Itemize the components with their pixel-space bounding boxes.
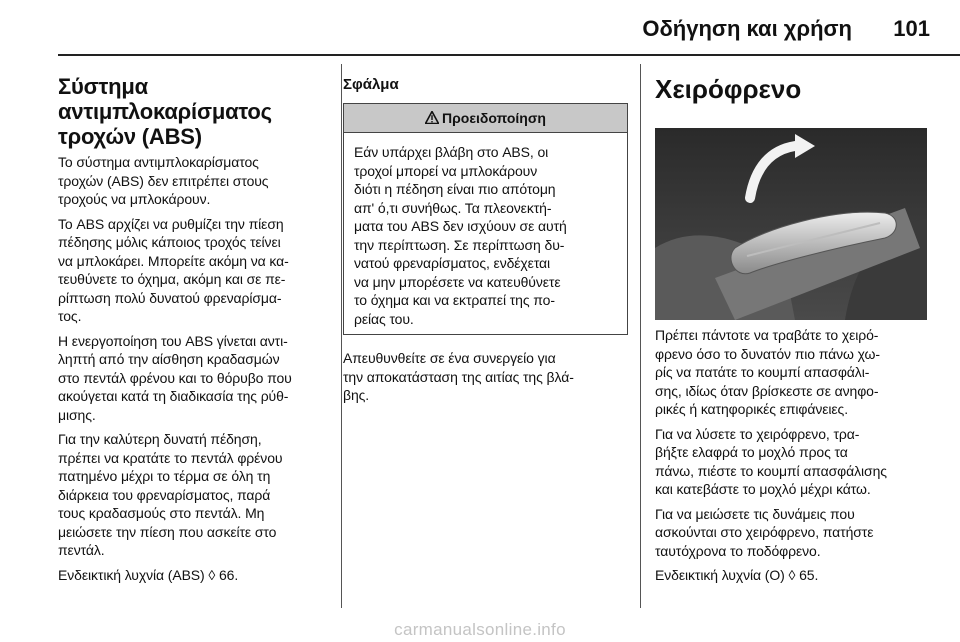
handbrake-indicator-reference: Ενδεικτική λυχνία (O) ◊ 65. bbox=[655, 567, 819, 583]
abs-paragraph-4: Για την καλύτερη δυνατή πέδηση, πρέπει να κρατάτε το πεντάλ φρένου πατημένο μέχρι το τέρμα σε όλη τη διάρκεια του φρεναρίσματος, παρά τους κραδασμούς στο πεντάλ. Μη μειώσετε την πίεση που ασκείτε στο πεντάλ. bbox=[58, 431, 283, 558]
column-divider-left bbox=[341, 64, 342, 608]
warning-box bbox=[343, 103, 628, 335]
handbrake-figure bbox=[655, 128, 927, 320]
handbrake-paragraph-3: Για να μειώσετε τις δυνάμεις που ασκούνται στο χειρόφρενο, πατήστε ταυτόχρονα το ποδόφρενο. bbox=[655, 505, 874, 559]
abs-paragraph-1: Το σύστημα αντιμπλοκαρίσματος τροχών (ABS) δεν επιτρέπει στους τροχούς να μπλοκάρουν. bbox=[58, 154, 269, 207]
watermark: carmanualsonline.info bbox=[394, 620, 566, 639]
abs-indicator-reference: Ενδεικτική λυχνία (ABS) ◊ 66. bbox=[58, 566, 239, 583]
warning-header bbox=[344, 104, 627, 133]
right-column bbox=[655, 64, 927, 591]
abs-section-heading: Σύστημα αντιμπλοκαρίσματος τροχών (ABS) bbox=[58, 74, 272, 149]
handbrake-paragraph-2: Για να λύσετε το χειρόφρενο, τρα- βήξτε ελαφρά το μοχλό προς τα πάνω, πιέστε το κουμπί απασφάλισης και κατεβάστε το μοχλό μέχρι κάτω. bbox=[655, 425, 887, 497]
fault-subheading: Σφάλμα bbox=[343, 76, 399, 93]
abs-paragraph-3: Η ενεργοποίηση του ABS γίνεται αντι- ληπτή από την αίσθηση κραδασμών στο πεντάλ φρένου και το θόρυβο που ακούγεται κατά τη διαδικασία της ρύθ- μισης. bbox=[58, 332, 292, 423]
fault-paragraph: Απευθυνθείτε σε ένα συνεργείο για την αποκατάσταση της αιτίας της βλά- βης. bbox=[343, 350, 574, 403]
abs-paragraph-2: Το ABS αρχίζει να ρυθμίζει την πίεση πέδησης μόλις κάποιος τροχός τείνει να μπλοκάρει. Μπορείτε ακόμη να κα- τευθύνετε το όχημα, ακόμη και σε πε- ρίπτωση πολύ δυνατού φρεναρίσμα- τος. bbox=[58, 215, 289, 324]
left-column bbox=[58, 64, 332, 590]
warning-text: Εάν υπάρχει βλάβη στο ABS, οι τροχοί μπορεί να μπλοκάρουν διότι η πέδηση είναι πιο απότομη απ' ό,τι συνήθως. Τα πλεονεκτή- ματα του ABS δεν ισχύουν σε αυτή την περίπτωση. Σε περίπτωση δυ- νατού φρεναρίσματος, ενδέχεται να μην μπορέσετε να κατευθύνετε το όχημα και να εκτραπεί της πο- ρείας του. bbox=[354, 144, 567, 327]
page-header-title: Οδήγηση και χρήση bbox=[642, 16, 852, 41]
header-divider bbox=[58, 54, 960, 56]
warning-title: Προειδοποίηση bbox=[442, 110, 546, 126]
column-divider-right bbox=[640, 64, 641, 608]
handbrake-paragraph-1: Πρέπει πάντοτε να τραβάτε το χειρό- φρενο όσο το δυνατόν πιο πάνω χω- ρίς να πατάτε το κουμπί απασφάλι- σης, ιδίως όταν βρίσκεστε σε ανηφο- ρικές ή κατηφορικές επιφάνειες. bbox=[655, 327, 880, 417]
handbrake-lever-illustration bbox=[655, 128, 927, 320]
handbrake-section-heading: Χειρόφρενο bbox=[655, 74, 802, 104]
page-number: 101 bbox=[893, 16, 930, 41]
warning-triangle-icon bbox=[425, 111, 439, 124]
warning-body bbox=[344, 133, 627, 334]
middle-column bbox=[343, 64, 628, 411]
